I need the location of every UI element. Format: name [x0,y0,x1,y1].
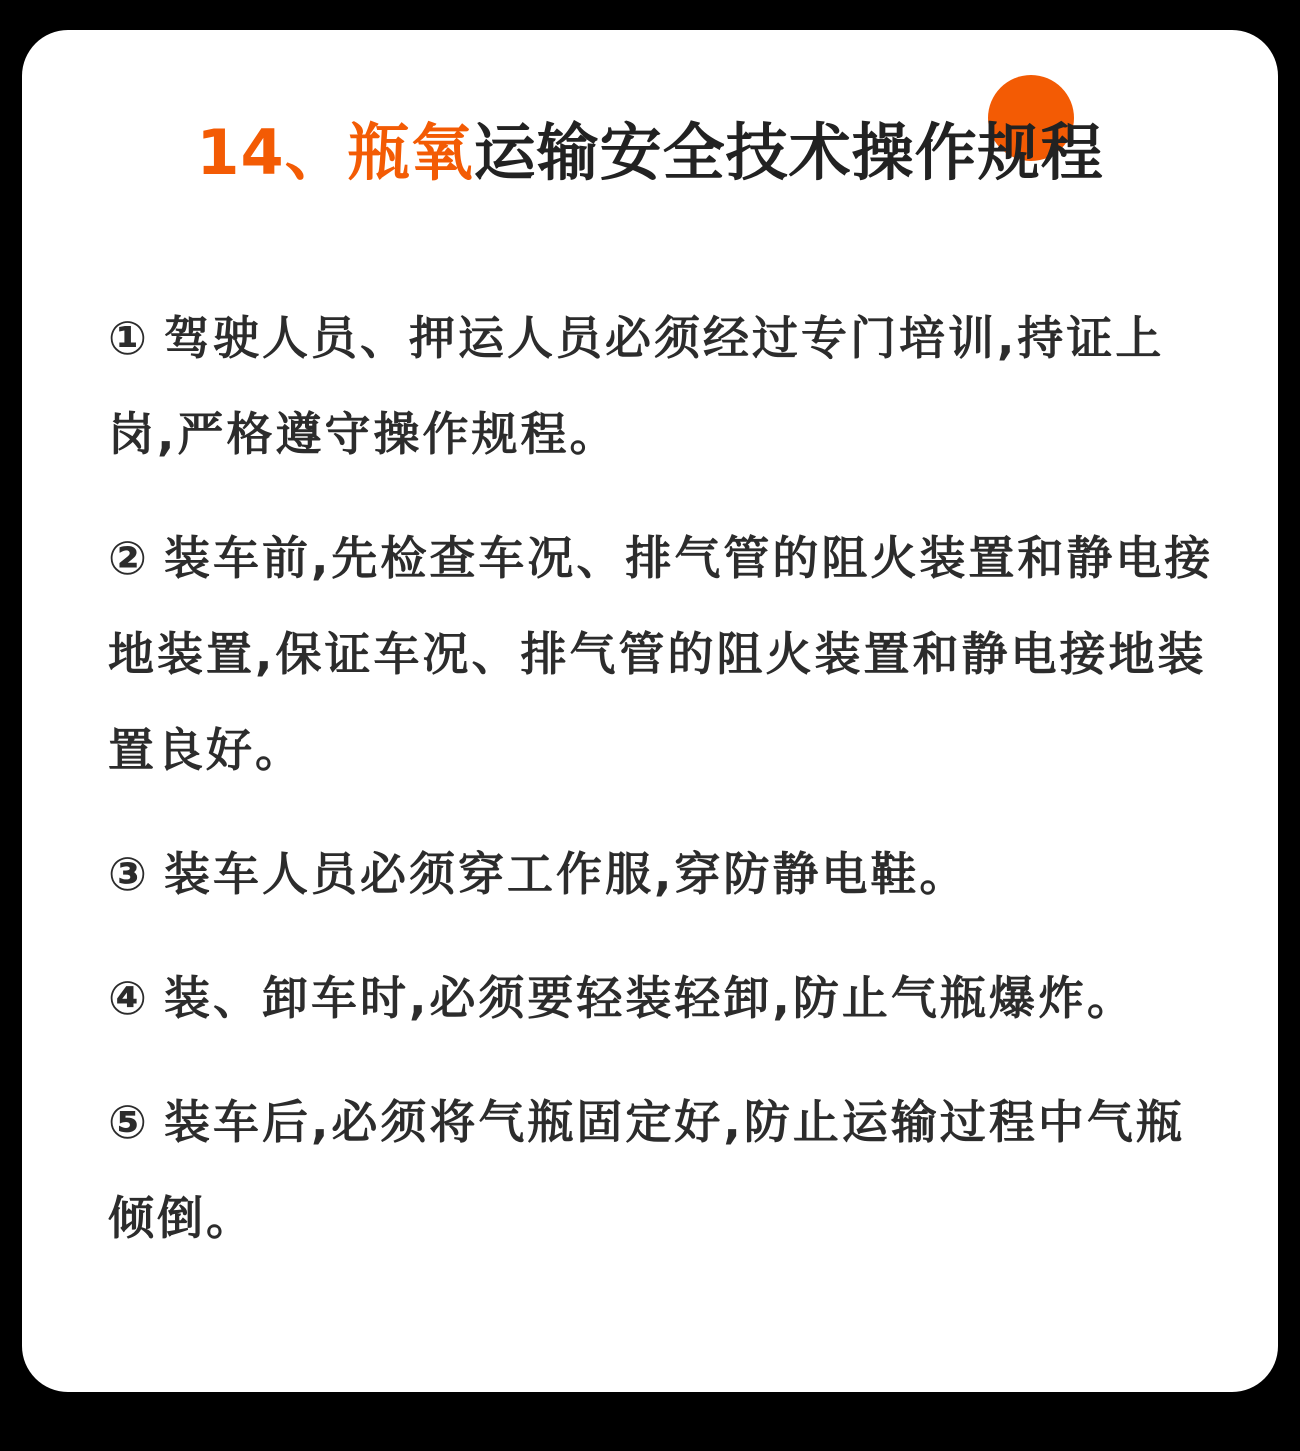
rule-item-4 [108,950,1218,1046]
rule-text: 装车人员必须穿工作服,穿防静电鞋。 [163,847,969,901]
title-number: 14、 [196,116,348,189]
rule-item-2 [108,510,1218,798]
rules-list [108,290,1218,1294]
rule-text: 驾驶人员、押运人员必须经过专门培训,持证上岗,严格遵守操作规程。 [108,311,1165,461]
rule-item-1 [108,290,1218,482]
content-card [22,30,1278,1392]
rule-text: 装车后,必须将气瓶固定好,防止运输过程中气瓶倾倒。 [108,1095,1185,1245]
page-title [22,118,1278,188]
rule-text: 装、卸车时,必须要轻装轻卸,防止气瓶爆炸。 [163,971,1136,1025]
rule-text: 装车前,先检查车况、排气管的阻火装置和静电接地装置,保证车况、排气管的阻火装置和静电接地装置良好。 [108,531,1214,777]
rule-marker: ② [108,531,150,585]
title-highlight: 瓶氧 [347,116,474,189]
rule-item-3 [108,826,1218,922]
rule-marker: ③ [108,847,150,901]
rule-marker: ④ [108,971,150,1025]
rule-marker: ⑤ [108,1095,150,1149]
title-rest: 运输安全技术操作规程 [473,116,1104,189]
rule-marker: ① [108,311,150,365]
rule-item-5 [108,1074,1218,1266]
